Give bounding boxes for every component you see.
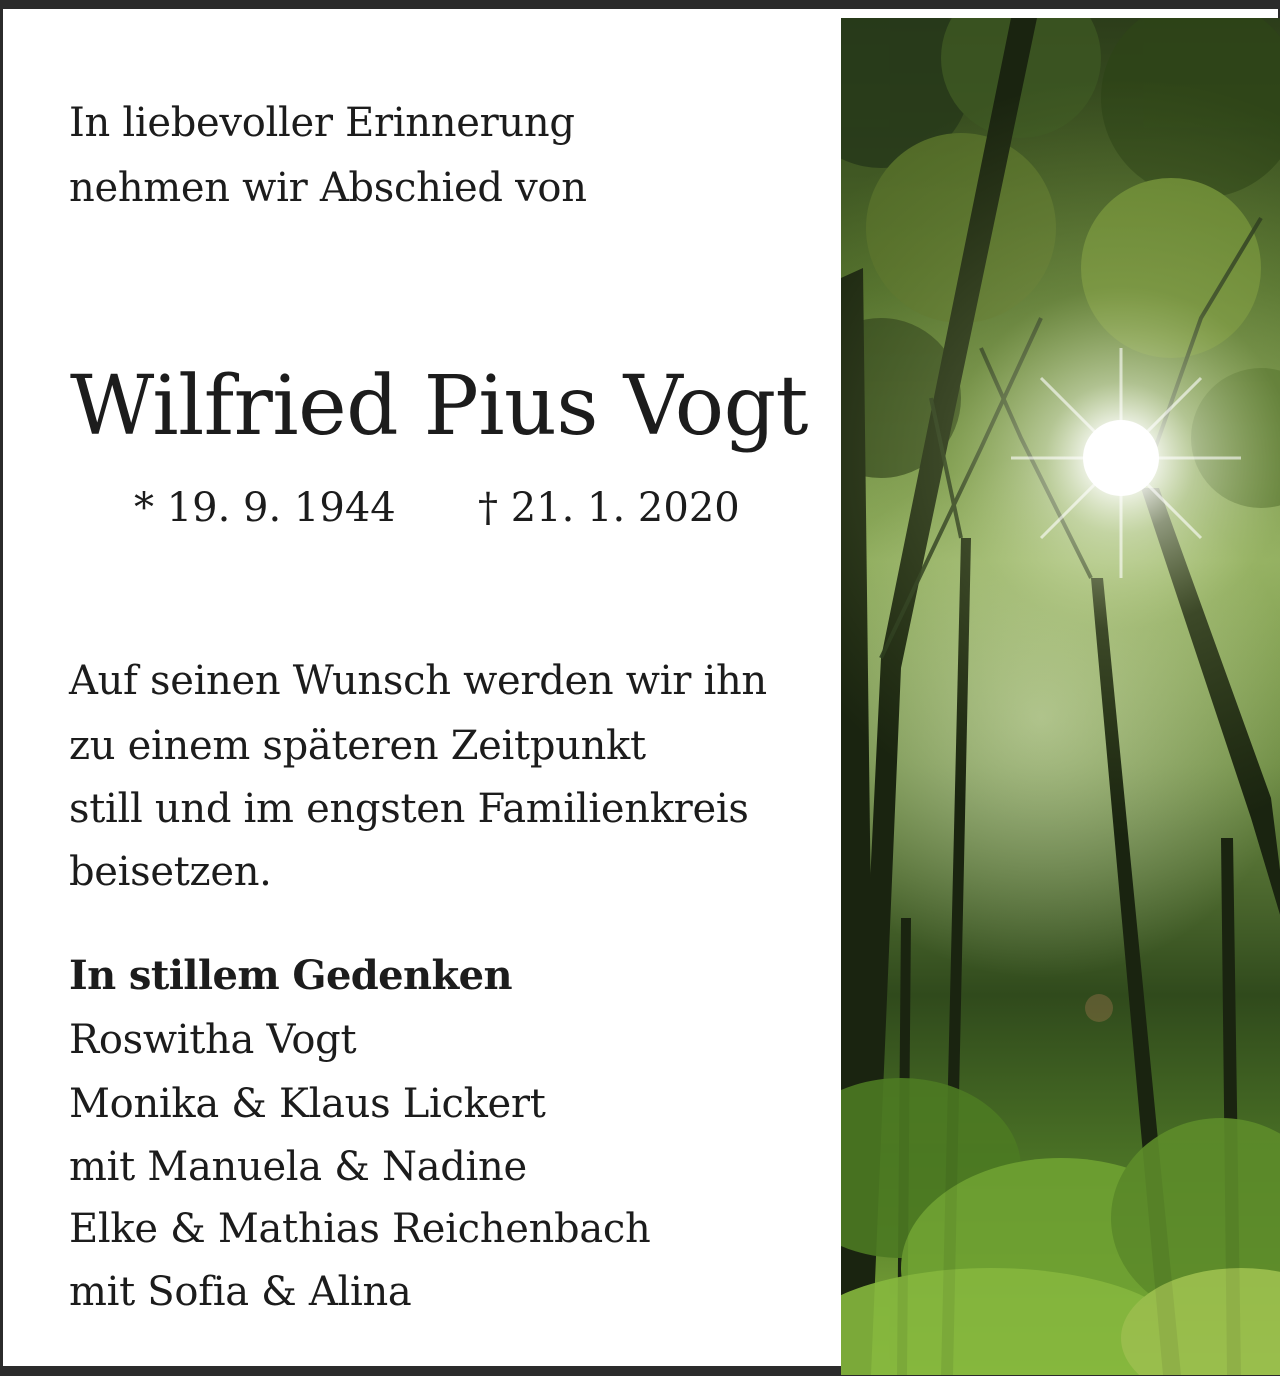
signatory-2: Monika & Klaus Lickert xyxy=(69,1081,546,1127)
deceased-name: Wilfried Pius Vogt xyxy=(70,359,809,454)
message-line-1: Auf seinen Wunsch werden wir ihn xyxy=(69,658,767,704)
closing-heading: In stillem Gedenken xyxy=(69,952,512,999)
signatory-4: Elke & Mathias Reichenbach xyxy=(69,1206,651,1252)
signatory-5: mit Sofia & Alina xyxy=(69,1269,412,1315)
birth-date: * 19. 9. 1944 xyxy=(134,485,396,531)
message-line-4: beisetzen. xyxy=(69,849,272,895)
death-date: † 21. 1. 2020 xyxy=(478,485,740,531)
forest-photo xyxy=(841,18,1280,1375)
signatory-3: mit Manuela & Nadine xyxy=(69,1144,527,1190)
message-line-2: zu einem späteren Zeitpunkt xyxy=(69,723,646,769)
signatory-1: Roswitha Vogt xyxy=(69,1017,357,1063)
text-panel xyxy=(6,18,841,1375)
intro-line-2: nehmen wir Abschied von xyxy=(69,165,587,211)
message-line-3: still und im engsten Familienkreis xyxy=(69,786,749,832)
forest-image xyxy=(841,18,1280,1375)
intro-line-1: In liebevoller Erinnerung xyxy=(69,100,575,146)
